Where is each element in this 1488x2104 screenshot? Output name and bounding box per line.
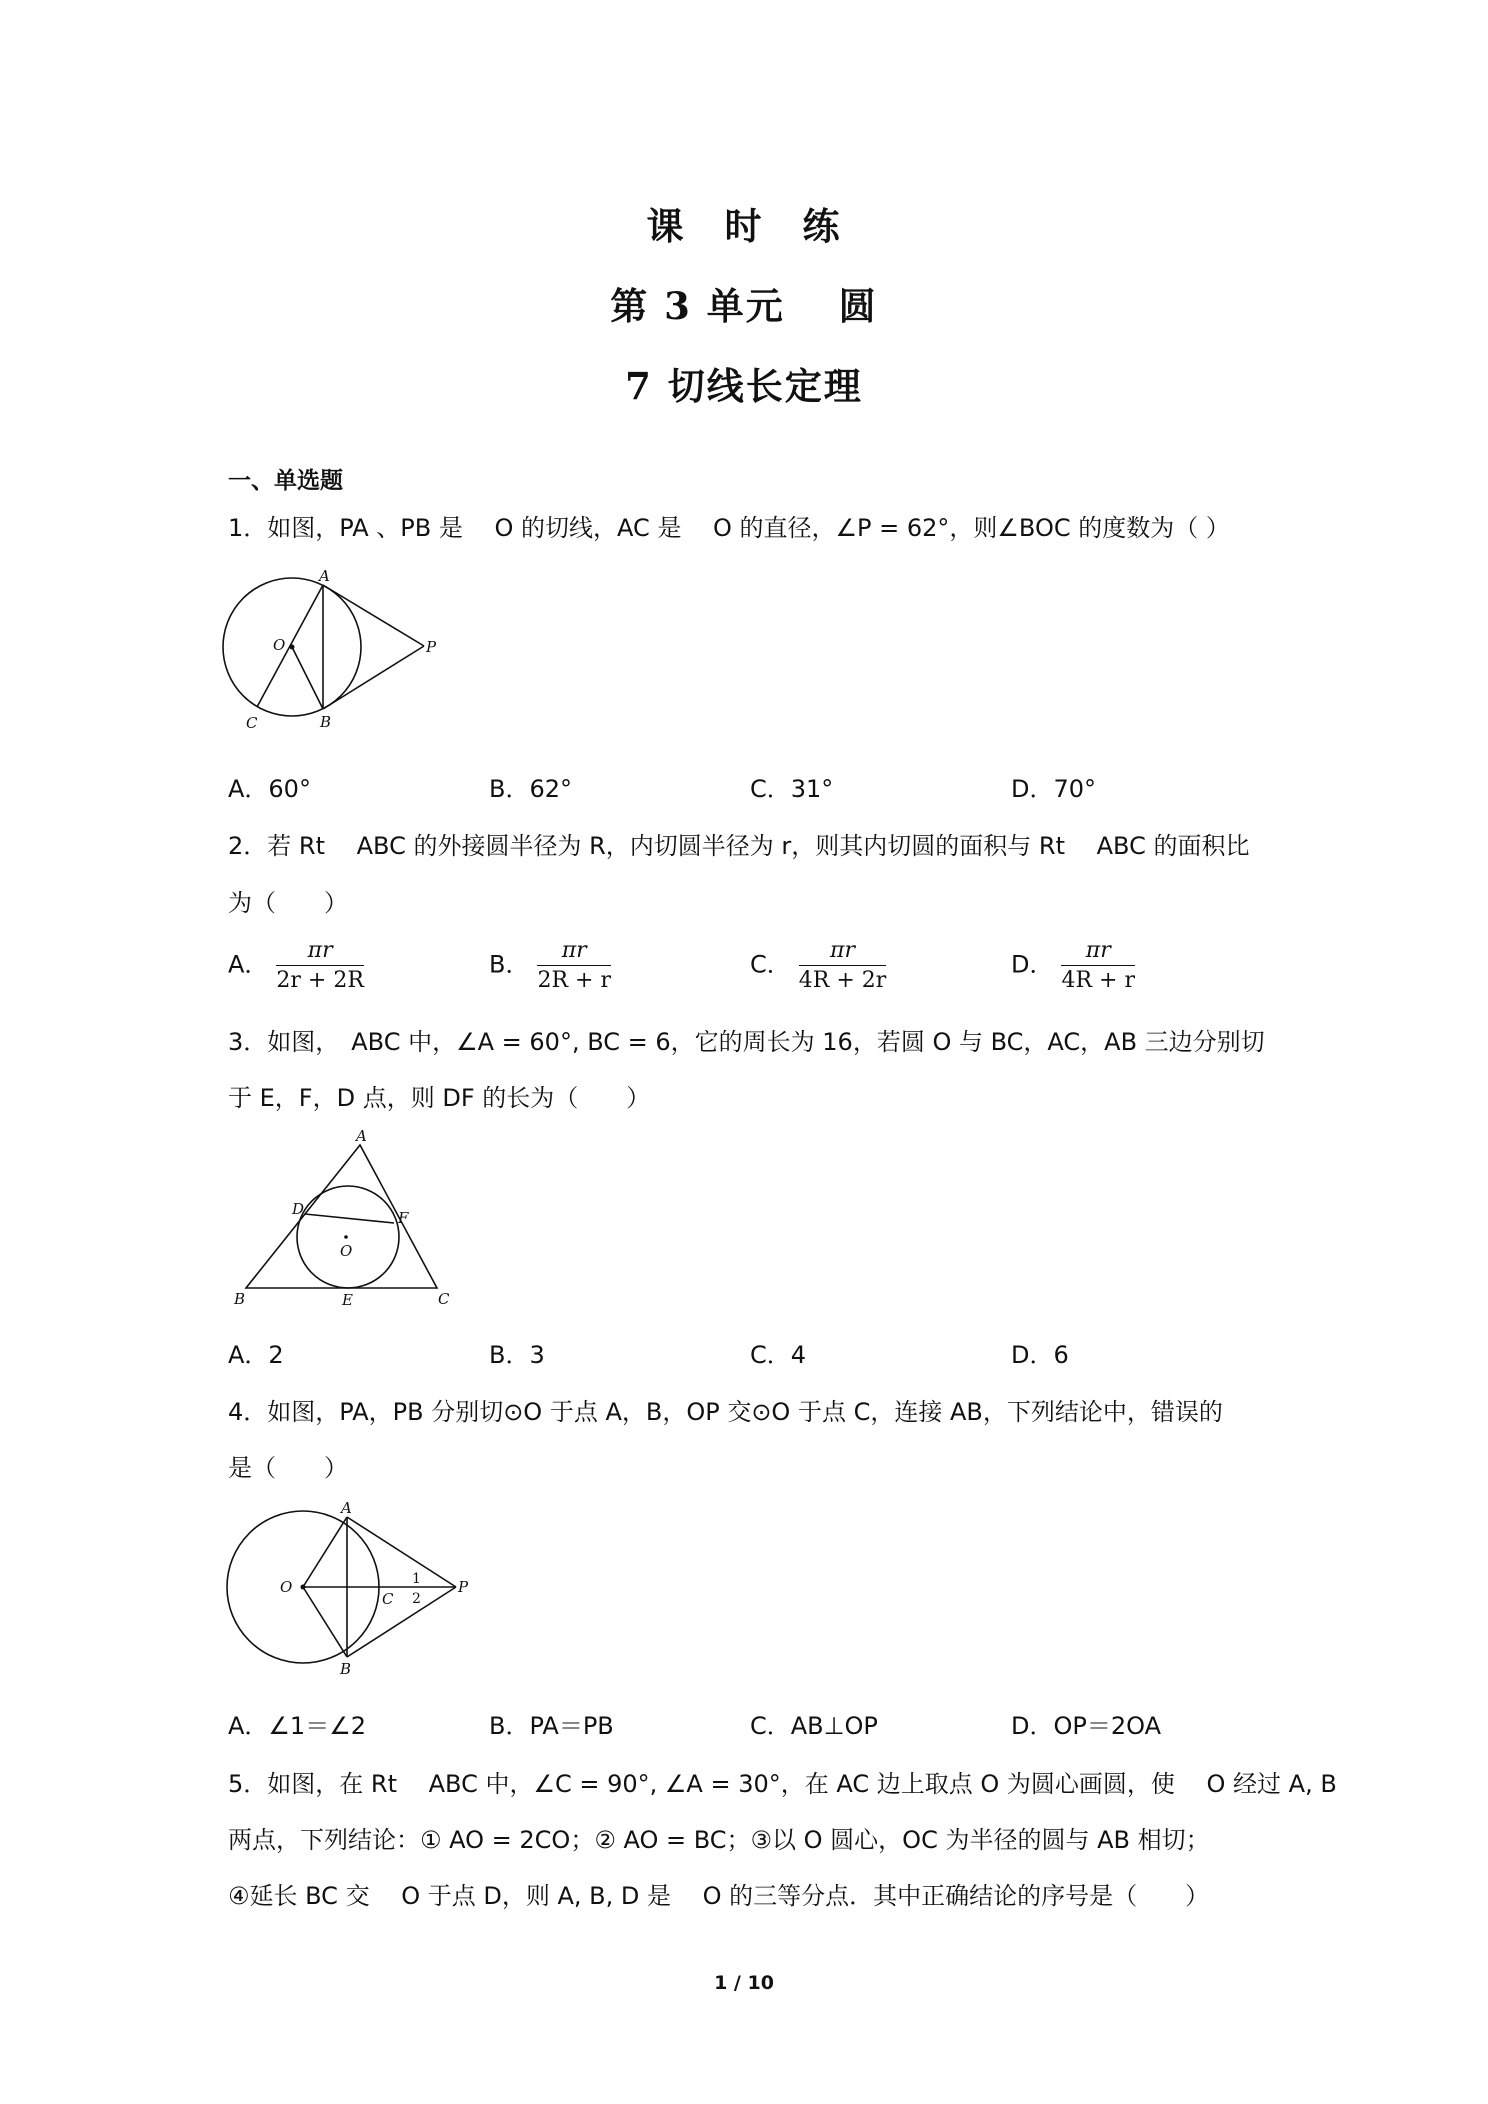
- q5-stem-line2: 两点，下列结论：① AO = 2CO；② AO = BC；③以 O 圆心，OC 为半径的圆与 AB 相切；: [228, 1826, 1210, 1854]
- q1-option-d[interactable]: D．70°: [1011, 775, 1097, 803]
- q1-label-a: A: [319, 570, 330, 585]
- q3-stem-line2: 于 E，F，D 点，则 DF 的长为（ ）: [228, 1084, 651, 1112]
- q2-option-d-fraction: [1061, 938, 1135, 993]
- q2-option-c[interactable]: [750, 938, 886, 993]
- q2-option-c-label: C．: [750, 950, 791, 979]
- q2-option-a[interactable]: [228, 938, 364, 993]
- q1-label-b: B: [320, 713, 332, 731]
- lesson-title: 7 切线长定理: [625, 364, 863, 408]
- q2-option-c-den: 4R + 2r: [798, 968, 887, 993]
- q1-label-p: P: [426, 638, 437, 656]
- q2-option-d[interactable]: [1011, 938, 1135, 993]
- doc-title: 课 时 练: [646, 204, 842, 248]
- q2-option-b-fraction: [537, 938, 611, 993]
- q1-figure: [220, 570, 450, 735]
- q3-option-c[interactable]: C．4: [750, 1341, 807, 1369]
- q4-option-a[interactable]: A．∠1＝∠2: [228, 1712, 366, 1740]
- q4-option-d[interactable]: D．OP＝2OA: [1011, 1712, 1161, 1740]
- q4-label-b: B: [340, 1660, 352, 1675]
- q2-option-d-num: πr: [1061, 938, 1135, 966]
- q4-label-p: P: [458, 1578, 469, 1596]
- q2-option-b[interactable]: [489, 938, 611, 993]
- q2-option-b-label: B．: [489, 950, 530, 979]
- q3-label-c: C: [438, 1290, 450, 1308]
- q2-option-b-num: πr: [537, 938, 611, 966]
- q4-option-c[interactable]: C．AB⊥OP: [750, 1712, 878, 1740]
- q3-label-f: F: [398, 1209, 409, 1227]
- q3-label-e: E: [342, 1291, 353, 1309]
- q2-option-c-fraction: [799, 938, 887, 993]
- q2-option-a-label: A．: [228, 950, 269, 979]
- unit-title: 第 3 单元 圆: [610, 284, 878, 328]
- q4-stem-line2: 是（ ）: [228, 1454, 348, 1482]
- q1-option-c[interactable]: C．31°: [750, 775, 834, 803]
- q1-stem: 1．如图，PA 、PB 是 O 的切线，AC 是 O 的直径，∠P = 62°，则∠BOC 的度数为（ ）: [228, 514, 1230, 542]
- q4-label-angle1: 1: [412, 1571, 421, 1587]
- q3-option-b[interactable]: B．3: [489, 1341, 545, 1369]
- q4-figure: [220, 1500, 480, 1675]
- q1-option-a[interactable]: A．60°: [228, 775, 311, 803]
- q2-option-b-den: 2R + r: [537, 968, 611, 993]
- q2-option-a-num: πr: [276, 938, 364, 966]
- q2-option-a-fraction: [276, 938, 364, 993]
- q5-stem-line1: 5．如图，在 Rt ABC 中，∠C = 90°, ∠A = 30°，在 AC 边上取点 O 为圆心画圆，使 O 经过 A, B: [228, 1770, 1337, 1798]
- q3-label-a: A: [356, 1127, 367, 1145]
- q4-option-b[interactable]: B．PA＝PB: [489, 1712, 614, 1740]
- q5-stem-line3: ④延长 BC 交 O 于点 D，则 A, B, D 是 O 的三等分点．其中正确结论的序号是（ ）: [228, 1882, 1210, 1910]
- q4-label-a: A: [341, 1500, 352, 1517]
- q2-option-a-den: 2r + 2R: [276, 968, 364, 993]
- q4-stem-line1: 4．如图，PA，PB 分别切⊙O 于点 A，B，OP 交⊙O 于点 C，连接 AB，下列结论中，错误的: [228, 1398, 1223, 1426]
- page-number: 1 / 10: [714, 1972, 774, 1994]
- q3-option-d[interactable]: D．6: [1011, 1341, 1069, 1369]
- q2-option-d-label: D．: [1011, 950, 1054, 979]
- section-heading: 一、单选题: [228, 468, 343, 494]
- q2-stem-line2: 为（ ）: [228, 889, 348, 917]
- q2-stem-line1: 2．若 Rt ABC 的外接圆半径为 R，内切圆半径为 r，则其内切圆的面积与 Rt ABC 的面积比: [228, 832, 1250, 860]
- q3-label-b: B: [234, 1290, 246, 1308]
- q4-label-angle2: 2: [412, 1591, 421, 1607]
- q3-figure: [220, 1125, 460, 1310]
- q2-option-d-den: 4R + r: [1061, 968, 1135, 993]
- q1-label-o: O: [273, 636, 286, 654]
- q3-option-a[interactable]: A．2: [228, 1341, 284, 1369]
- q3-label-d: D: [292, 1200, 305, 1218]
- q4-label-c: C: [382, 1590, 394, 1608]
- q1-label-c: C: [246, 714, 258, 732]
- q4-label-o: O: [280, 1578, 293, 1596]
- q3-label-o: O: [340, 1242, 353, 1260]
- q2-option-c-num: πr: [799, 938, 887, 966]
- q1-option-b[interactable]: B．62°: [489, 775, 573, 803]
- q3-stem-line1: 3．如图， ABC 中，∠A = 60°, BC = 6，它的周长为 16，若圆 O 与 BC，AC，AB 三边分别切: [228, 1028, 1265, 1056]
